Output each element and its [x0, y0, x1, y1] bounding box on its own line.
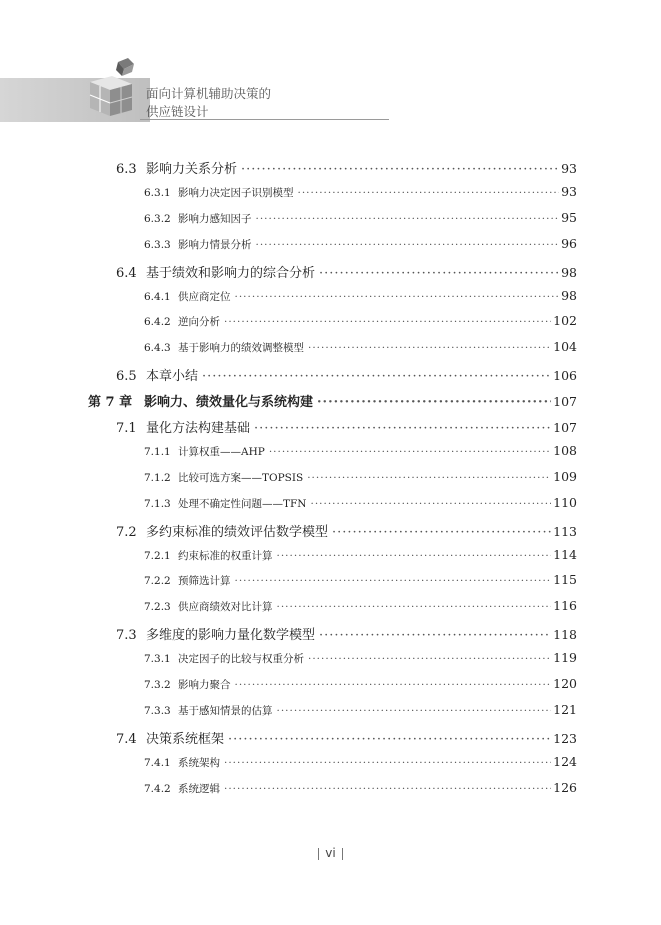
toc-leader-dots: [228, 732, 551, 747]
toc-entry-number: 6.4.2: [144, 316, 171, 329]
toc-entry-page: 104: [553, 339, 577, 355]
toc-entry-page: 108: [553, 442, 577, 458]
toc-entry-title: 决定因子的比较与权重分析: [178, 653, 304, 666]
toc-entry-title: 影响力感知因子: [178, 212, 252, 225]
toc-leader-dots: [277, 601, 552, 613]
toc-entry-number: 7.3: [116, 628, 137, 644]
toc-entry-number: 7.3.2: [144, 679, 171, 691]
toc-entry[interactable]: [144, 495, 577, 511]
toc-entry-number: 7.2.1: [144, 549, 171, 562]
toc-entry-page: 107: [553, 420, 577, 435]
toc-entry-title: 比较可选方案——TOPSIS: [178, 471, 304, 484]
book-title-line2: 供应链设计: [146, 104, 209, 119]
toc-leader-dots: [269, 446, 551, 458]
toc-entry[interactable]: [144, 288, 577, 304]
toc-leader-dots: [308, 653, 551, 665]
toc-entry-page: 98: [561, 287, 577, 303]
toc-leader-dots: [317, 395, 551, 410]
toc-entry[interactable]: [116, 262, 577, 281]
toc-entry-number: 7.1.3: [144, 497, 171, 510]
toc-entry[interactable]: [144, 702, 577, 718]
toc-entry[interactable]: [144, 780, 577, 796]
toc-entry[interactable]: [116, 158, 577, 177]
toc-entry-page: 96: [561, 235, 577, 251]
toc-entry-page: 126: [553, 779, 577, 795]
toc-entry[interactable]: [116, 365, 577, 384]
toc-entry[interactable]: [144, 547, 577, 563]
toc-entry-page: 107: [553, 394, 577, 410]
toc-entry-number: 6.4: [116, 265, 137, 281]
toc-entry-title: 系统逻辑: [178, 782, 220, 795]
toc-entry-page: 121: [553, 701, 577, 717]
book-title-line1: 面向计算机辅助决策的: [146, 86, 272, 101]
toc-entry-number: 第 7 章: [88, 395, 133, 411]
page-footer: [0, 846, 661, 860]
toc-leader-dots: [332, 525, 551, 540]
toc-entry-number: 7.1: [116, 421, 137, 436]
toc-entry-title: 影响力关系分析: [146, 162, 238, 177]
toc-leader-dots: [319, 628, 551, 643]
toc-entry[interactable]: [144, 339, 577, 355]
toc-entry[interactable]: [144, 650, 577, 666]
toc-entry-title: 处理不确定性问题——TFN: [178, 497, 307, 510]
toc-entry[interactable]: [144, 236, 577, 252]
toc-entry-number: 6.4.1: [144, 290, 171, 303]
toc-entry-title: 基于绩效和影响力的综合分析: [146, 265, 316, 281]
toc-leader-dots: [254, 421, 551, 436]
toc-entry-number: 7.2.2: [144, 575, 171, 588]
toc-entry-title: 基于感知情景的估算: [178, 704, 273, 717]
toc-entry-page: 119: [553, 650, 577, 666]
toc-leader-dots: [202, 369, 551, 384]
toc-entry[interactable]: [116, 521, 577, 540]
toc-entry-number: 7.3.3: [144, 704, 171, 717]
toc-leader-dots: [277, 705, 552, 717]
toc-entry-title: 影响力情景分析: [178, 238, 252, 251]
page-number: vi: [325, 846, 336, 860]
toc-entry-title: 影响力、绩效量化与系统构建: [144, 395, 314, 411]
toc-entry-page: 113: [553, 523, 577, 539]
toc-leader-dots: [224, 783, 551, 795]
toc-entry-page: 102: [553, 313, 577, 329]
toc-leader-dots: [298, 187, 560, 199]
toc-entry-number: 7.3.1: [144, 653, 171, 666]
toc-entry-number: 7.1.1: [144, 445, 171, 458]
toc-leader-dots: [224, 757, 551, 769]
toc-entry-number: 6.4.3: [144, 342, 171, 355]
toc-entry-number: 7.2: [116, 524, 137, 540]
toc-leader-dots: [235, 575, 552, 587]
toc-leader-dots: [235, 291, 560, 303]
toc-entry-page: 114: [553, 546, 577, 562]
toc-entry-page: 106: [553, 368, 577, 384]
toc-entry-page: 93: [561, 161, 577, 176]
toc-entry-title: 多维度的影响力量化数学模型: [146, 628, 316, 644]
toc-entry-title: 影响力聚合: [178, 679, 231, 691]
toc-entry-title: 本章小结: [146, 369, 199, 385]
toc-entry-number: 6.3.1: [144, 186, 171, 199]
toc-entry[interactable]: [144, 210, 577, 226]
toc-entry-page: 123: [553, 730, 577, 746]
toc-entry-number: 7.1.2: [144, 471, 171, 484]
toc-entry-title: 基于影响力的绩效调整模型: [178, 342, 304, 355]
toc-entry[interactable]: [144, 572, 577, 588]
toc-entry[interactable]: [144, 754, 577, 770]
toc-entry-number: 7.2.3: [144, 601, 171, 614]
toc-entry[interactable]: [116, 624, 577, 643]
toc-entry-title: 多约束标准的绩效评估数学模型: [146, 524, 329, 540]
toc-entry[interactable]: [116, 417, 577, 436]
toc-leader-dots: [307, 472, 551, 484]
toc-chapter-entry[interactable]: [88, 391, 577, 410]
toc-entry-page: 116: [553, 598, 577, 614]
toc-leader-dots: [319, 266, 559, 281]
toc-entry-number: 6.3.3: [144, 238, 171, 251]
toc-entry-page: 118: [553, 627, 577, 643]
toc-leader-dots: [310, 498, 551, 510]
toc-entry-title: 供应商定位: [178, 290, 231, 303]
toc-entry-number: 7.4: [116, 731, 137, 747]
toc-leader-dots: [224, 316, 551, 328]
toc-entry-title: 逆向分析: [178, 316, 220, 329]
toc-entry[interactable]: [144, 443, 577, 459]
footer-right-bar: [342, 848, 343, 860]
toc-entry-title: 计算权重——AHP: [178, 445, 265, 458]
toc-entry[interactable]: [144, 676, 577, 692]
toc-leader-dots: [277, 550, 552, 562]
toc-leader-dots: [235, 679, 552, 691]
toc-entry-page: 98: [561, 264, 577, 280]
toc-entry-title: 预筛选计算: [178, 575, 231, 588]
toc-entry-title: 供应商绩效对比计算: [178, 601, 273, 614]
toc-leader-dots: [256, 213, 560, 225]
toc-entry[interactable]: [144, 598, 577, 614]
toc-entry-page: 110: [553, 494, 577, 510]
toc-entry-title: 约束标准的权重计算: [178, 549, 273, 562]
toc-leader-dots: [241, 162, 559, 177]
toc-entry-number: 7.4.2: [144, 782, 171, 795]
toc-entry-number: 6.3: [116, 162, 137, 177]
toc-entry-title: 影响力决定因子识别模型: [178, 186, 294, 199]
toc-entry-page: 124: [553, 753, 577, 769]
toc-entry-title: 量化方法构建基础: [146, 421, 251, 436]
toc-entry-page: 115: [553, 572, 577, 588]
toc-entry-page: 93: [561, 183, 577, 199]
toc-entry-title: 决策系统框架: [146, 731, 225, 747]
toc-entry[interactable]: [144, 313, 577, 329]
toc-entry-page: 95: [561, 209, 577, 225]
toc-entry-number: 7.4.1: [144, 756, 171, 769]
toc-leader-dots: [308, 342, 551, 354]
toc-entry[interactable]: [144, 184, 577, 200]
toc-entry-number: 6.3.2: [144, 212, 171, 225]
toc-entry[interactable]: [144, 469, 577, 485]
toc-entry-title: 系统架构: [178, 756, 220, 769]
toc-leader-dots: [256, 239, 560, 251]
toc-entry-page: 109: [553, 468, 577, 484]
toc-entry[interactable]: [116, 728, 577, 747]
footer-left-bar: [318, 848, 319, 860]
toc-entry-number: 6.5: [116, 369, 137, 385]
toc-entry-page: 120: [553, 676, 577, 691]
